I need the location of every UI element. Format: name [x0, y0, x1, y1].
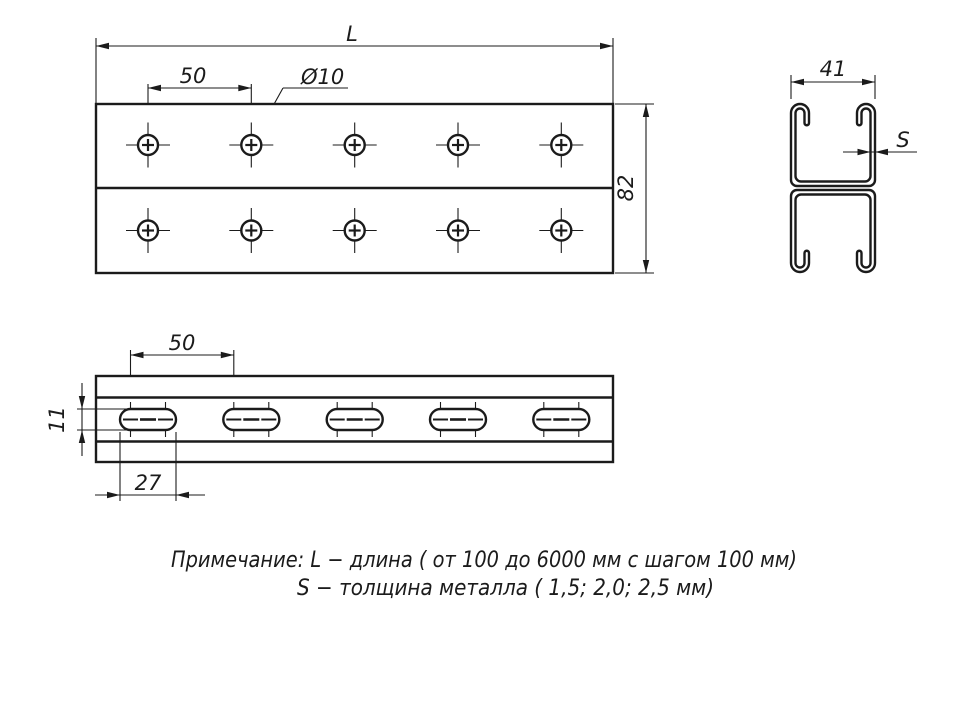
dim-label-slot-length: 27: [134, 471, 162, 495]
arrowhead: [858, 149, 871, 155]
dim-label-slot-pitch: 50: [168, 331, 196, 355]
arrowhead: [176, 492, 189, 498]
arrowhead: [791, 79, 804, 85]
arrowhead: [600, 43, 613, 49]
dim-label-width: 41: [819, 57, 847, 81]
note-line-1: Примечание: L − длина ( от 100 до 6000 мм с шагом 100 мм): [171, 548, 797, 573]
arrowhead: [643, 260, 649, 273]
arrowhead: [79, 430, 85, 443]
dim-label-thickness: S: [896, 128, 910, 152]
section-view: [791, 57, 917, 272]
dim-label-height: 82: [614, 174, 638, 202]
arrowhead: [862, 79, 875, 85]
front-view: [96, 22, 654, 273]
arrowhead: [131, 352, 144, 358]
arrowhead: [79, 396, 85, 409]
side-view: [45, 331, 613, 501]
arrowhead: [221, 352, 234, 358]
arrowhead: [107, 492, 120, 498]
dim-label-slot-height: 11: [45, 406, 69, 433]
section-bottom-channel: [791, 190, 875, 272]
dim-label-hole-diameter: Ø10: [301, 65, 345, 89]
note-line-2: S − толщина металла ( 1,5; 2,0; 2,5 мм): [297, 576, 714, 601]
arrowhead: [148, 85, 161, 91]
arrowhead: [643, 104, 649, 117]
notes: [171, 548, 797, 601]
section-top-channel: [791, 104, 875, 186]
arrowhead: [875, 149, 888, 155]
arrowhead: [238, 85, 251, 91]
arrowhead: [96, 43, 109, 49]
dim-label-hole-pitch: 50: [179, 64, 207, 88]
dim-label-length: L: [346, 22, 358, 46]
